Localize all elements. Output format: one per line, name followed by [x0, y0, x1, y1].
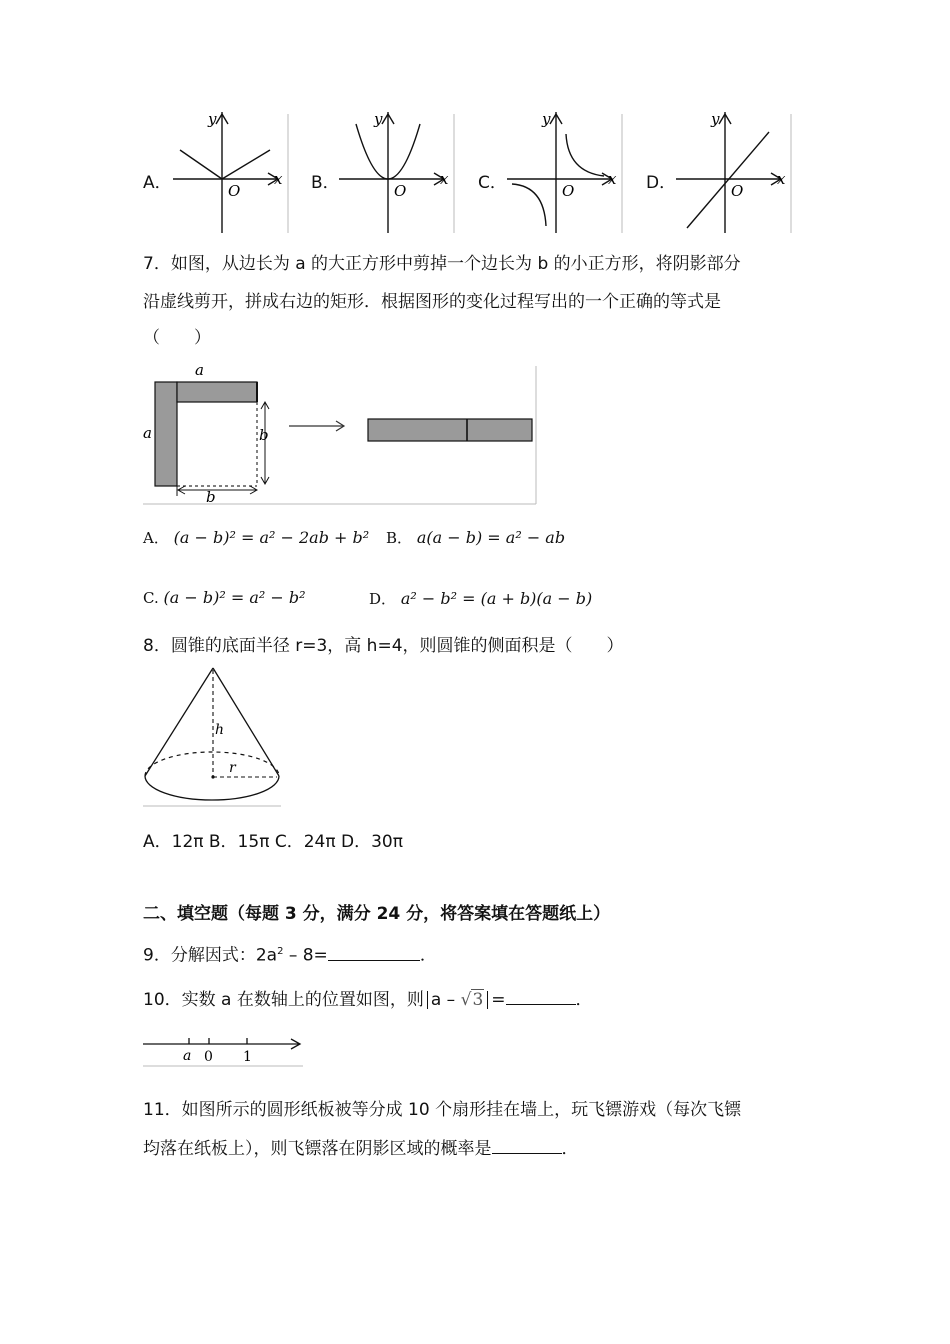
q6-graph-b: [336, 110, 456, 235]
sqrt-symbol-icon: √: [460, 990, 472, 1010]
q6-option-b-label: B．: [311, 173, 340, 193]
q10-question: [143, 982, 593, 1018]
q7-label-a-left: a: [143, 424, 152, 442]
svg-text:x: x: [777, 170, 786, 188]
q7-option-a: [143, 527, 369, 548]
q7-option-b-expr: a(a − b) = a² − ab: [416, 528, 566, 547]
q9-question: [143, 934, 437, 974]
q10-axis-label-0: 0: [204, 1049, 213, 1065]
q11-text-line2: [143, 1131, 579, 1167]
q7-shaded-horizontal: [177, 382, 257, 402]
q11-text-line1: 11．如图所示的圆形纸板被等分成 10 个扇形挂在墙上，玩飞镖游戏（每次飞镖: [143, 1100, 742, 1120]
q7-option-d-expr: a² − b² = (a + b)(a − b): [400, 589, 593, 608]
q7-option-c: [143, 588, 306, 607]
svg-text:x: x: [440, 170, 449, 188]
q10-answer-blank[interactable]: [506, 986, 576, 1005]
svg-text:y: y: [542, 110, 551, 128]
q8-label-r: r: [229, 760, 236, 776]
q6-option-d-label: D．: [646, 173, 677, 193]
q7-text-line2: 沿虚线剪开，拼成右边的矩形．根据图形的变化过程写出的一个正确的等式是: [143, 292, 721, 312]
q6-graph-a: [170, 110, 290, 235]
q7-result-rectangle: [368, 419, 532, 441]
svg-text:y: y: [208, 110, 217, 128]
q10-axis-label-1: 1: [243, 1049, 252, 1065]
q9-end: ．: [419, 945, 437, 966]
q7-shaded-vertical: [155, 382, 177, 486]
q8-cone-figure: [143, 664, 283, 808]
q7-text-line1: 7．如图，从边长为 a 的大正方形中剪掉一个边长为 b 的小正方形，将阴影部分: [143, 254, 741, 274]
q7-option-d: [369, 588, 592, 609]
q11-end: ．: [561, 1139, 579, 1159]
svg-text:y: y: [711, 110, 720, 128]
q8-label-h: h: [215, 722, 225, 738]
svg-text:O: O: [394, 182, 407, 200]
q7-label-b-bottom: b: [206, 488, 216, 506]
q7-option-a-label: A．: [143, 529, 169, 547]
q6-option-c-label: C．: [478, 173, 507, 193]
q10-number-line: [143, 1034, 308, 1068]
section2-title: 二、填空题（每题 3 分，满分 24 分，将答案填在答题纸上）: [143, 904, 611, 924]
q10-end: ．: [575, 990, 593, 1010]
q7-option-b: [386, 527, 565, 548]
q7-option-c-expr: (a − b)² = a² − b²: [163, 588, 306, 607]
q6-graph-d: [673, 110, 793, 235]
q9-sup: 2: [277, 946, 284, 957]
q8-question: 8．圆锥的底面半径 r=3，高 h=4，则圆锥的侧面积是（ ）: [143, 636, 624, 656]
q7-option-c-label: C.: [143, 589, 159, 607]
q9-answer-blank[interactable]: [328, 942, 420, 961]
q8-options: A．12π B．15π C．24π D．30π: [143, 832, 403, 852]
q7-option-a-expr: (a − b)² = a² − 2ab + b²: [173, 528, 370, 547]
q7-figure: [143, 362, 543, 507]
svg-text:x: x: [608, 170, 617, 188]
q9-prefix: 9．分解因式：2a: [143, 945, 278, 966]
q10-radicand: 3: [472, 990, 484, 1010]
q10-abs-content: a –: [430, 990, 456, 1010]
svg-text:O: O: [562, 182, 575, 200]
q10-axis-label-a: a: [183, 1048, 192, 1064]
q6-graph-c: [504, 110, 624, 235]
q7-label-a-top: a: [195, 362, 204, 379]
q7-option-d-label: D．: [369, 590, 397, 608]
q9-suffix: – 8=: [283, 945, 328, 966]
q7-paren: （ ）: [143, 328, 211, 348]
svg-text:y: y: [374, 110, 383, 128]
svg-text:O: O: [228, 182, 241, 200]
q7-label-b-right: b: [259, 426, 269, 444]
q11-line2-text: 均落在纸板上），则飞镖落在阴影区域的概率是: [143, 1139, 492, 1159]
q7-option-b-label: B．: [386, 529, 413, 547]
svg-text:x: x: [274, 170, 283, 188]
svg-text:O: O: [731, 182, 744, 200]
q10-prefix: 10．实数 a 在数轴上的位置如图，则: [143, 990, 424, 1010]
q11-answer-blank[interactable]: [492, 1135, 562, 1154]
q10-equals: =: [491, 990, 506, 1010]
q6-option-a-label: A．: [143, 173, 172, 193]
